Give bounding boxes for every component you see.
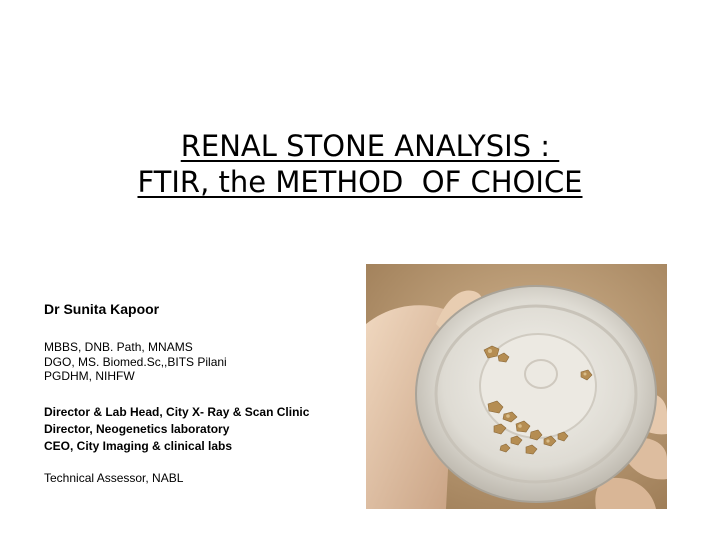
qualification-line: DGO, MS. Biomed.Sc,,BITS Pilani: [44, 354, 227, 369]
title-line-1: RENAL STONE ANALYSIS :: [180, 129, 560, 163]
qualification-line: PGDHM, NIHFW: [44, 369, 135, 383]
role-line: CEO, City Imaging & clinical labs: [44, 439, 233, 453]
qualification-line: MBBS, DNB. Path, MNAMS: [44, 340, 193, 354]
slide-title: [0, 128, 720, 200]
author-name: Dr Sunita Kapoor: [44, 301, 160, 317]
assessor-line: Technical Assessor, NABL: [44, 471, 184, 485]
roles-block: [44, 404, 309, 455]
role-line: Director, Neogenetics laboratory: [44, 422, 230, 436]
role-line: Director & Lab Head, City X- Ray & Scan Clinic: [44, 405, 310, 419]
qualifications-block: [44, 340, 227, 384]
title-line-2: FTIR, the METHOD OF CHOICE: [137, 165, 583, 199]
renal-stone-photo: [366, 264, 667, 509]
